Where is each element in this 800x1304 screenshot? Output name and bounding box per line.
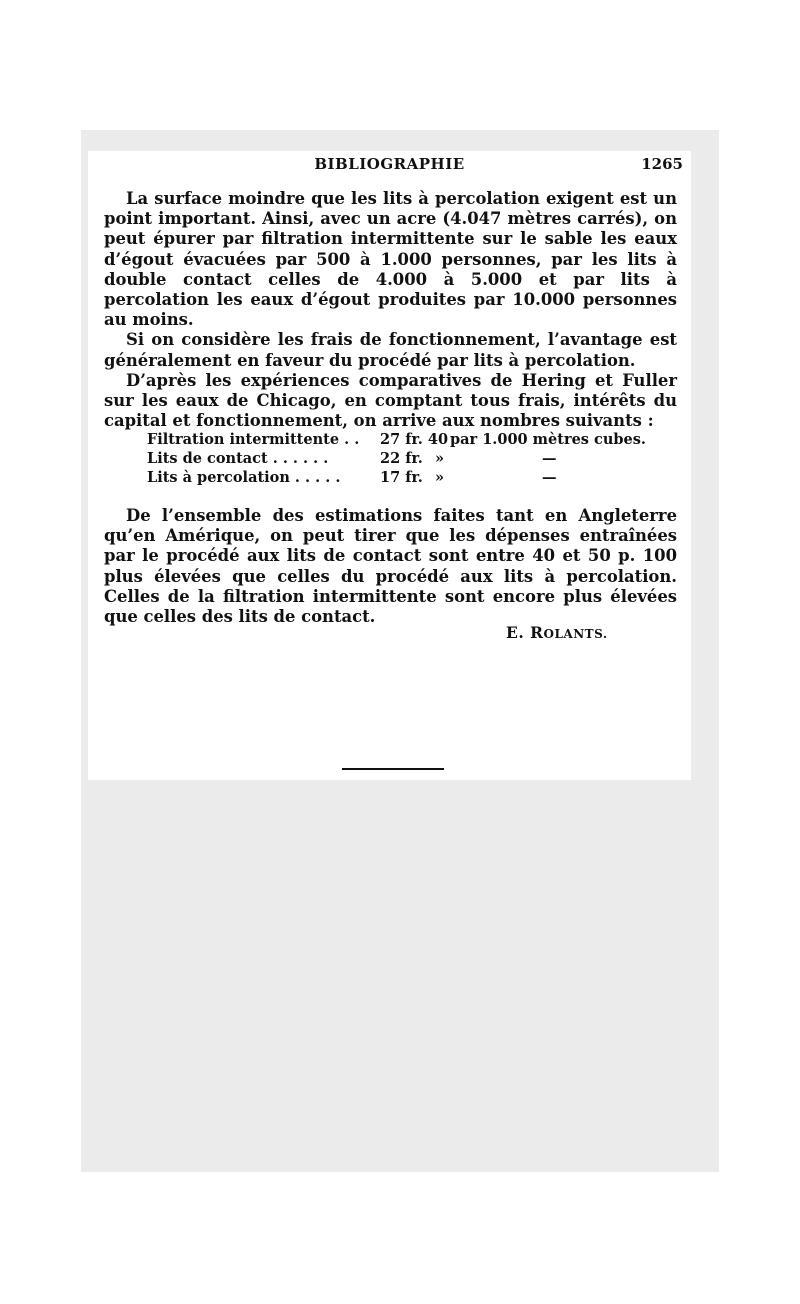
running-title: BIBLIOGRAPHIE	[314, 155, 465, 173]
paragraph: D’après les expériences comparatives de Hering et Fuller sur les eaux de Chicago, en comptant tous frais, intérêts du capital et fonctionnement, on arrive aux nombres suivants :	[104, 370, 677, 431]
ditto-dash: —	[542, 469, 557, 486]
cost-table	[147, 430, 667, 487]
signature-initial: E. R	[506, 623, 544, 642]
body-text	[104, 189, 677, 431]
table-row	[147, 468, 667, 487]
row-amount: 17 fr.	[380, 469, 423, 486]
author-signature	[506, 623, 608, 642]
closing-paragraph: De l’ensemble des estimations faites tant en Angleterre qu’en Amérique, on peut tirer que les dépenses entraînées par le procédé aux lits de contact sont entre 40 et 50 p. 100 plus élevées que celles du procédé aux lits à percolation. Celles de la filtration intermittente sont encore plus élevées que celles des lits de contact.	[104, 506, 677, 627]
row-label: Filtration intermittente . .	[147, 431, 360, 448]
row-amount: 27 fr. 40	[380, 431, 449, 448]
ditto-dash: —	[542, 450, 557, 467]
row-label: Lits de contact . . . . . .	[147, 450, 329, 467]
row-label: Lits à percolation . . . . .	[147, 469, 341, 486]
ditto-mark: »	[435, 450, 445, 467]
table-row	[147, 449, 667, 468]
end-rule	[342, 768, 444, 770]
book-page	[88, 151, 691, 780]
paragraph: Si on considère les frais de fonctionnement, l’avantage est généralement en faveur du procédé par lits à percolation.	[104, 330, 677, 370]
ditto-mark: »	[435, 469, 445, 486]
running-head	[88, 155, 691, 175]
signature-smallcaps: OLANTS.	[543, 627, 608, 641]
row-amount: 22 fr.	[380, 450, 423, 467]
row-unit: par 1.000 mètres cubes.	[450, 431, 646, 448]
table-row	[147, 430, 667, 449]
page-number: 1265	[641, 155, 683, 173]
paragraph: La surface moindre que les lits à percolation exigent est un point important. Ainsi, avec un acre (4.047 mètres carrés), on peut épurer par filtration intermittente sur le sable les eaux d’égout évacuées par 500 à 1.000 personnes, par les lits à double contact celles de 4.000 à 5.000 et par lits à percolation les eaux d’égout produites par 10.000 personnes au moins.	[104, 189, 677, 330]
